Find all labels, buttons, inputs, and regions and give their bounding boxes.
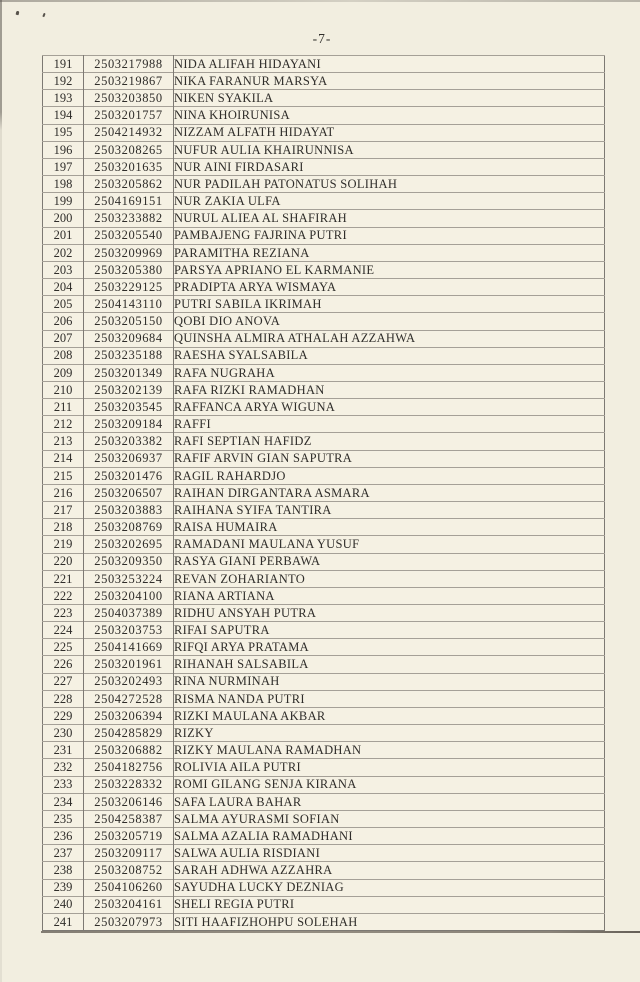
row-number-cell: 241 [43, 913, 84, 930]
participant-name-cell: SAFA LAURA BAHAR [174, 793, 605, 810]
table-row [43, 193, 605, 210]
row-number-cell: 217 [43, 502, 84, 519]
row-number-cell: 210 [43, 381, 84, 398]
registration-number-cell: 2504141669 [84, 639, 174, 656]
table-row [43, 347, 605, 364]
participant-name-cell: QOBI DIO ANOVA [174, 313, 605, 330]
row-number-cell: 234 [43, 793, 84, 810]
row-number-cell: 200 [43, 210, 84, 227]
table-row [43, 536, 605, 553]
table-row [43, 742, 605, 759]
participant-name-cell: RAISA HUMAIRA [174, 519, 605, 536]
row-number-cell: 201 [43, 227, 84, 244]
registration-number-cell: 2503206394 [84, 707, 174, 724]
table-row [43, 227, 605, 244]
table-row [43, 484, 605, 501]
registration-number-cell: 2504143110 [84, 296, 174, 313]
row-number-cell: 238 [43, 862, 84, 879]
table-row [43, 810, 605, 827]
table-row [43, 673, 605, 690]
table-body [43, 56, 605, 931]
registration-number-cell: 2503203883 [84, 502, 174, 519]
row-number-cell: 212 [43, 416, 84, 433]
participant-name-cell: RAFA RIZKI RAMADHAN [174, 381, 605, 398]
participant-name-cell: RAFA NUGRAHA [174, 364, 605, 381]
participant-name-cell: RIDHU ANSYAH PUTRA [174, 605, 605, 622]
table-row [43, 502, 605, 519]
table-row [43, 450, 605, 467]
registration-number-cell: 2503209350 [84, 553, 174, 570]
participant-name-cell: NIKA FARANUR MARSYA [174, 73, 605, 90]
row-number-cell: 191 [43, 56, 84, 73]
table-row [43, 158, 605, 175]
participant-name-cell: RIZKI MAULANA AKBAR [174, 707, 605, 724]
row-number-cell: 214 [43, 450, 84, 467]
registration-number-cell: 2503207973 [84, 913, 174, 930]
participant-name-cell: SALMA AZALIA RAMADHANI [174, 828, 605, 845]
table-row [43, 141, 605, 158]
row-number-cell: 205 [43, 296, 84, 313]
table-row [43, 244, 605, 261]
registration-number-cell: 2503203850 [84, 90, 174, 107]
ink-speck [42, 13, 45, 17]
participant-name-cell: SITI HAAFIZHOHPU SOLEHAH [174, 913, 605, 930]
participant-name-cell: SHELI REGIA PUTRI [174, 896, 605, 913]
row-number-cell: 228 [43, 690, 84, 707]
table-row [43, 381, 605, 398]
row-number-cell: 197 [43, 158, 84, 175]
registration-number-cell: 2503206507 [84, 484, 174, 501]
table-row [43, 587, 605, 604]
registration-number-cell: 2503201961 [84, 656, 174, 673]
row-number-cell: 221 [43, 570, 84, 587]
row-number-cell: 204 [43, 279, 84, 296]
table-row [43, 364, 605, 381]
row-number-cell: 232 [43, 759, 84, 776]
row-number-cell: 215 [43, 467, 84, 484]
registration-number-cell: 2503202695 [84, 536, 174, 553]
table-row [43, 90, 605, 107]
row-number-cell: 229 [43, 707, 84, 724]
scan-edge-top-artifact [0, 0, 640, 2]
row-number-cell: 196 [43, 141, 84, 158]
registration-number-cell: 2503203545 [84, 399, 174, 416]
row-number-cell: 218 [43, 519, 84, 536]
participant-name-cell: PARSYA APRIANO EL KARMANIE [174, 261, 605, 278]
row-number-cell: 225 [43, 639, 84, 656]
row-number-cell: 219 [43, 536, 84, 553]
row-number-cell: 240 [43, 896, 84, 913]
registration-number-cell: 2503233882 [84, 210, 174, 227]
registration-number-cell: 2503217988 [84, 56, 174, 73]
row-number-cell: 235 [43, 810, 84, 827]
table-row [43, 210, 605, 227]
registration-number-cell: 2504214932 [84, 124, 174, 141]
row-number-cell: 199 [43, 193, 84, 210]
row-number-cell: 231 [43, 742, 84, 759]
participant-name-cell: RIZKY MAULANA RAMADHAN [174, 742, 605, 759]
page-number: -7- [312, 31, 332, 46]
registration-number-cell: 2503229125 [84, 279, 174, 296]
row-number-cell: 224 [43, 622, 84, 639]
registration-number-cell: 2504169151 [84, 193, 174, 210]
table-row [43, 793, 605, 810]
row-number-cell: 239 [43, 879, 84, 896]
participant-name-cell: RIFQI ARYA PRATAMA [174, 639, 605, 656]
row-number-cell: 208 [43, 347, 84, 364]
participant-name-cell: RAMADANI MAULANA YUSUF [174, 536, 605, 553]
registration-number-cell: 2503209684 [84, 330, 174, 347]
registration-number-cell: 2504285829 [84, 725, 174, 742]
row-number-cell: 193 [43, 90, 84, 107]
table-row [43, 279, 605, 296]
registration-number-cell: 2503201757 [84, 107, 174, 124]
participant-name-cell: NUFUR AULIA KHAIRUNNISA [174, 141, 605, 158]
table-row [43, 416, 605, 433]
table-row [43, 913, 605, 930]
registration-number-cell: 2504037389 [84, 605, 174, 622]
registration-number-cell: 2503202139 [84, 381, 174, 398]
registration-number-cell: 2503205540 [84, 227, 174, 244]
participant-name-cell: NUR ZAKIA ULFA [174, 193, 605, 210]
table-row [43, 707, 605, 724]
row-number-cell: 206 [43, 313, 84, 330]
participant-name-cell: PUTRI SABILA IKRIMAH [174, 296, 605, 313]
registration-number-cell: 2503204100 [84, 587, 174, 604]
table-row [43, 622, 605, 639]
row-number-cell: 198 [43, 176, 84, 193]
row-number-cell: 223 [43, 605, 84, 622]
participant-name-cell: RAFFI [174, 416, 605, 433]
table-row [43, 862, 605, 879]
table-row [43, 399, 605, 416]
registration-number-cell: 2503204161 [84, 896, 174, 913]
row-number-cell: 230 [43, 725, 84, 742]
registration-number-cell: 2503205862 [84, 176, 174, 193]
table-row [43, 73, 605, 90]
table-row [43, 690, 605, 707]
participant-name-cell: RIZKY [174, 725, 605, 742]
table-row [43, 828, 605, 845]
participant-name-cell: RAIHANA SYIFA TANTIRA [174, 502, 605, 519]
registration-number-cell: 2504258387 [84, 810, 174, 827]
row-number-cell: 203 [43, 261, 84, 278]
table-row [43, 776, 605, 793]
participant-name-cell: RAFFANCA ARYA WIGUNA [174, 399, 605, 416]
participant-name-cell: NINA KHOIRUNISA [174, 107, 605, 124]
participant-name-cell: RASYA GIANI PERBAWA [174, 553, 605, 570]
participant-name-cell: RAIHAN DIRGANTARA ASMARA [174, 484, 605, 501]
table-row [43, 313, 605, 330]
table-row [43, 553, 605, 570]
table-row [43, 879, 605, 896]
row-number-cell: 207 [43, 330, 84, 347]
registration-number-cell: 2503203753 [84, 622, 174, 639]
registration-number-cell: 2503208769 [84, 519, 174, 536]
registration-number-cell: 2503205380 [84, 261, 174, 278]
participant-name-cell: NUR AINI FIRDASARI [174, 158, 605, 175]
row-number-cell: 192 [43, 73, 84, 90]
registration-number-cell: 2503206882 [84, 742, 174, 759]
row-number-cell: 233 [43, 776, 84, 793]
table-row [43, 467, 605, 484]
row-number-cell: 194 [43, 107, 84, 124]
table-row [43, 845, 605, 862]
table-row [43, 296, 605, 313]
table-row [43, 261, 605, 278]
registration-number-cell: 2503209184 [84, 416, 174, 433]
row-number-cell: 195 [43, 124, 84, 141]
row-number-cell: 236 [43, 828, 84, 845]
table-row [43, 107, 605, 124]
table-row [43, 639, 605, 656]
participant-name-cell: PRADIPTA ARYA WISMAYA [174, 279, 605, 296]
participant-name-cell: SARAH ADHWA AZZAHRA [174, 862, 605, 879]
registration-number-cell: 2503208265 [84, 141, 174, 158]
registration-number-cell: 2503202493 [84, 673, 174, 690]
registration-number-cell: 2503206937 [84, 450, 174, 467]
registration-number-cell: 2503228332 [84, 776, 174, 793]
participant-name-cell: NURUL ALIEA AL SHAFIRAH [174, 210, 605, 227]
table-row [43, 330, 605, 347]
table-row [43, 896, 605, 913]
row-number-cell: 220 [43, 553, 84, 570]
participant-name-cell: ROLIVIA AILA PUTRI [174, 759, 605, 776]
participant-name-cell: PAMBAJENG FAJRINA PUTRI [174, 227, 605, 244]
registration-number-cell: 2503235188 [84, 347, 174, 364]
participant-name-cell: RIHANAH SALSABILA [174, 656, 605, 673]
row-number-cell: 209 [43, 364, 84, 381]
participant-name-cell: SALWA AULIA RISDIANI [174, 845, 605, 862]
participant-name-cell: REVAN ZOHARIANTO [174, 570, 605, 587]
table-row [43, 433, 605, 450]
registration-number-cell: 2504272528 [84, 690, 174, 707]
table-row [43, 570, 605, 587]
registration-number-cell: 2503203382 [84, 433, 174, 450]
table-row [43, 725, 605, 742]
participant-name-cell: NUR PADILAH PATONATUS SOLIHAH [174, 176, 605, 193]
participant-name-cell: SALMA AYURASMI SOFIAN [174, 810, 605, 827]
registration-number-cell: 2503201349 [84, 364, 174, 381]
participant-name-cell: QUINSHA ALMIRA ATHALAH AZZAHWA [174, 330, 605, 347]
participant-name-cell: NIKEN SYAKILA [174, 90, 605, 107]
scan-edge-left-artifact [0, 0, 2, 982]
row-number-cell: 211 [43, 399, 84, 416]
participant-name-cell: RISMA NANDA PUTRI [174, 690, 605, 707]
table-row [43, 759, 605, 776]
participant-name-cell: RIFAI SAPUTRA [174, 622, 605, 639]
row-number-cell: 237 [43, 845, 84, 862]
registration-number-cell: 2503206146 [84, 793, 174, 810]
participant-name-cell: SAYUDHA LUCKY DEZNIAG [174, 879, 605, 896]
registration-number-cell: 2503219867 [84, 73, 174, 90]
registration-number-cell: 2503205719 [84, 828, 174, 845]
registration-number-cell: 2503201635 [84, 158, 174, 175]
table-row [43, 56, 605, 73]
table-row [43, 124, 605, 141]
participant-name-cell: RAFI SEPTIAN HAFIDZ [174, 433, 605, 450]
participant-name-cell: ROMI GILANG SENJA KIRANA [174, 776, 605, 793]
registration-number-cell: 2503209969 [84, 244, 174, 261]
participant-name-cell: RAFIF ARVIN GIAN SAPUTRA [174, 450, 605, 467]
participant-name-cell: NIDA ALIFAH HIDAYANI [174, 56, 605, 73]
table-bottom-edge-artifact [41, 931, 640, 933]
participant-name-cell: RAGIL RAHARDJO [174, 467, 605, 484]
row-number-cell: 227 [43, 673, 84, 690]
participant-name-cell: RIANA ARTIANA [174, 587, 605, 604]
participant-name-cell: NIZZAM ALFATH HIDAYAT [174, 124, 605, 141]
table-row [43, 656, 605, 673]
row-number-cell: 226 [43, 656, 84, 673]
table-row [43, 176, 605, 193]
table-row [43, 605, 605, 622]
row-number-cell: 216 [43, 484, 84, 501]
row-number-cell: 202 [43, 244, 84, 261]
participant-name-cell: RAESHA SYALSABILA [174, 347, 605, 364]
participant-name-cell: RINA NURMINAH [174, 673, 605, 690]
participant-name-cell: PARAMITHA REZIANA [174, 244, 605, 261]
row-number-cell: 213 [43, 433, 84, 450]
ink-speck [16, 11, 20, 16]
registration-number-cell: 2504182756 [84, 759, 174, 776]
registration-number-cell: 2503209117 [84, 845, 174, 862]
registration-number-cell: 2504106260 [84, 879, 174, 896]
registration-number-cell: 2503205150 [84, 313, 174, 330]
table-row [43, 519, 605, 536]
row-number-cell: 222 [43, 587, 84, 604]
registration-number-cell: 2503201476 [84, 467, 174, 484]
participant-roster-table [42, 55, 605, 931]
registration-number-cell: 2503208752 [84, 862, 174, 879]
registration-number-cell: 2503253224 [84, 570, 174, 587]
